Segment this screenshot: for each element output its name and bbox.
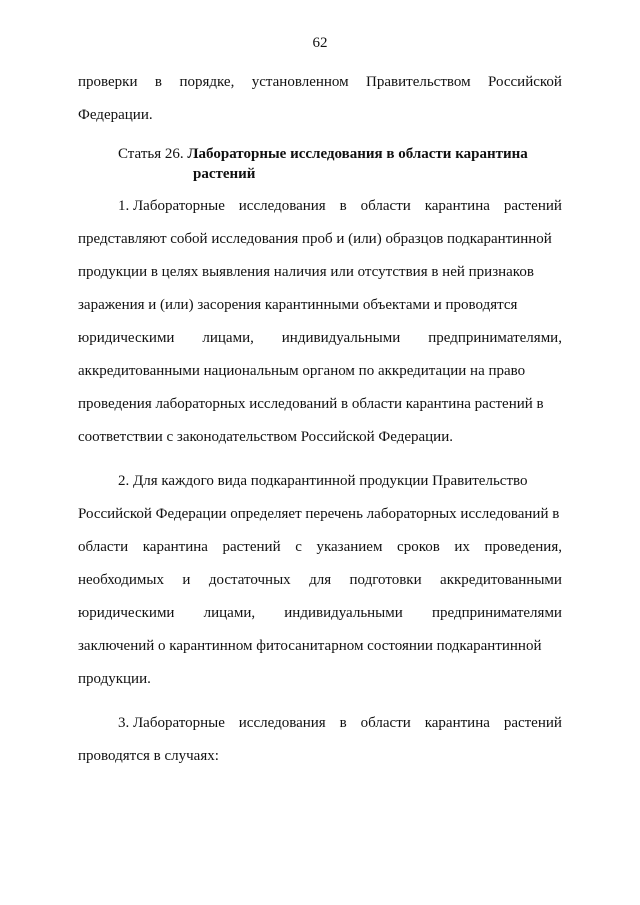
paragraph-2-line-6: заключений о карантинном фитосанитарном состоянии подкарантинной: [78, 638, 542, 654]
intro-line-2: Федерации.: [78, 107, 153, 123]
article-number: Статья 26.: [118, 146, 184, 162]
paragraph-2-line-3: [78, 537, 562, 570]
word: установленном: [251, 74, 349, 90]
paragraph-1-line-3: продукции в целях выявления наличия или отсутствия в ней признаков: [78, 264, 534, 280]
word: карантина: [424, 198, 490, 214]
word: в: [339, 198, 347, 214]
word: 3. Лабораторные: [118, 715, 225, 731]
intro-paragraph: [78, 72, 562, 138]
paragraph-2-line-5: [78, 603, 562, 636]
article-title-continued: растений: [193, 166, 256, 182]
word: проверки: [78, 74, 138, 90]
article-heading: [118, 144, 562, 184]
word: аккредитованными: [440, 572, 562, 588]
word: юридическими: [78, 330, 175, 346]
paragraph-2-line-1: 2. Для каждого вида подкарантинной продукции Правительство: [118, 473, 528, 489]
word: карантина: [424, 715, 490, 731]
paragraph-1-line-1: [78, 196, 562, 229]
word: указанием: [316, 539, 383, 555]
word: проведения,: [484, 539, 562, 555]
word: области: [360, 198, 411, 214]
article-title: Лабораторные исследования в области карантина: [187, 146, 528, 162]
page-number: 62: [312, 35, 328, 51]
word: их: [454, 539, 470, 555]
paragraph-3-line-1: [78, 713, 562, 746]
paragraph-1-line-7: проведения лабораторных исследований в области карантина растений в: [78, 396, 544, 412]
paragraph-2-line-7: продукции.: [78, 671, 151, 687]
word: области: [78, 539, 129, 555]
word: карантина: [142, 539, 208, 555]
paragraph-1-line-5: [78, 328, 562, 361]
word: в: [339, 715, 347, 731]
word: Правительством: [366, 74, 471, 90]
word: предпринимателями: [431, 605, 562, 621]
word: для: [309, 572, 332, 588]
paragraph-1: [78, 196, 562, 460]
word: достаточных: [208, 572, 291, 588]
word: лицами,: [202, 330, 254, 346]
word: в: [154, 74, 163, 90]
paragraph-3: [78, 713, 562, 779]
word: порядке,: [179, 74, 235, 90]
word: сроков: [397, 539, 440, 555]
word: области: [360, 715, 411, 731]
word: юридическими: [78, 605, 175, 621]
paragraph-1-line-4: заражения и (или) засорения карантинными объектами и проводятся: [78, 297, 518, 313]
paragraph-3-line-2: проводятся в случаях:: [78, 748, 219, 764]
word: предпринимателями,: [428, 330, 562, 346]
word: и: [182, 572, 191, 588]
word: лицами,: [203, 605, 256, 621]
word: растений: [503, 715, 562, 731]
word: индивидуальными: [284, 605, 403, 621]
intro-line-1: [78, 72, 562, 105]
paragraph-1-line-8: соответствии с законодательством Российской Федерации.: [78, 429, 453, 445]
paragraph-2-line-2: Российской Федерации определяет перечень лабораторных исследований в: [78, 506, 560, 522]
paragraph-1-line-2: представляют собой исследования проб и (или) образцов подкарантинной: [78, 231, 552, 247]
word: 1. Лабораторные: [118, 198, 225, 214]
word: Российской: [488, 74, 562, 90]
paragraph-2-line-4: [78, 570, 562, 603]
paragraph-1-line-6: аккредитованными национальным органом по аккредитации на право: [78, 363, 526, 379]
word: подготовки: [349, 572, 422, 588]
word: необходимых: [78, 572, 164, 588]
word: индивидуальными: [281, 330, 401, 346]
word: исследования: [238, 715, 326, 731]
word: растений: [222, 539, 281, 555]
word: исследования: [238, 198, 326, 214]
word: растений: [503, 198, 562, 214]
word: с: [295, 539, 302, 555]
paragraph-2: [78, 471, 562, 702]
